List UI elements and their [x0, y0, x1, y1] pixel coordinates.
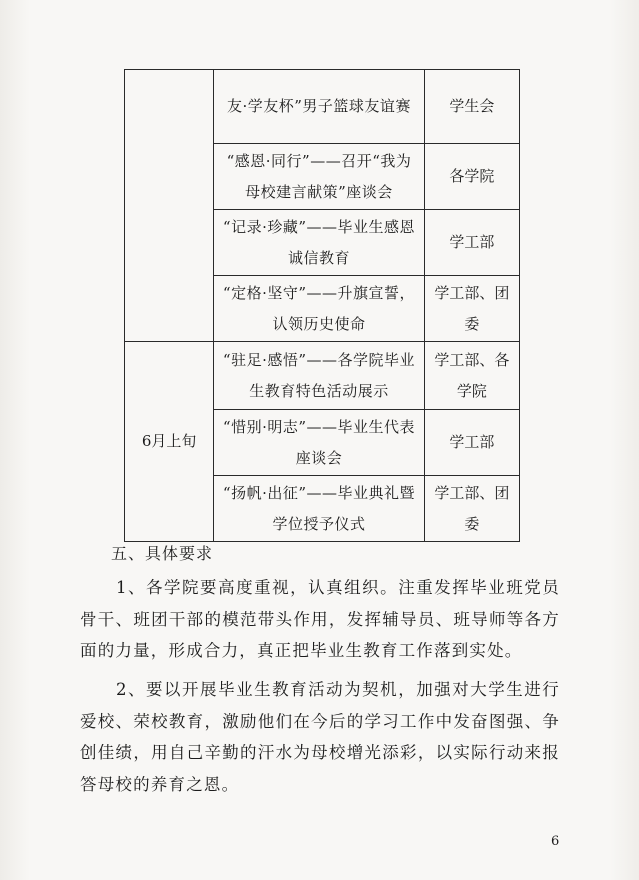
paragraph: 2、要以开展毕业生教育活动为契机，加强对大学生进行爱校、荣校教育，激励他们在今后的学习工作中发奋图强、争创佳绩，用自己辛勤的汗水为母校增光添彩，以实际行动来报答母校的养育之恩。 — [80, 680, 560, 794]
date-cell: 6月上旬 — [125, 342, 214, 542]
activity-cell: 友·学友杯”男子篮球友谊赛 — [214, 70, 425, 144]
page-number: 6 — [551, 834, 560, 849]
organizer-cell: 各学院 — [424, 144, 519, 210]
organizer-cell: 学工部、团委 — [424, 276, 519, 342]
organizer-cell: 学生会 — [424, 70, 519, 144]
table-row — [125, 70, 520, 144]
paragraph: 1、各学院要高度重视，认真组织。注重发挥毕业班党员骨干、班团干部的模范带头作用，发挥辅导员、班导师等各方面的力量，形成合力，真正把毕业生教育工作落到实处。 — [80, 578, 560, 660]
activity-cell: “驻足·感悟”——各学院毕业生教育特色活动展示 — [214, 342, 425, 410]
organizer-cell: 学工部 — [424, 210, 519, 276]
organizer-cell: 学工部、团委 — [424, 476, 519, 542]
activity-schedule-table — [124, 69, 520, 542]
activity-cell: “扬帆·出征”——毕业典礼暨学位授予仪式 — [214, 476, 425, 542]
section-heading: 五、具体要求 — [111, 544, 214, 563]
organizer-cell: 学工部、各学院 — [424, 342, 519, 410]
organizer-cell: 学工部 — [424, 410, 519, 476]
activity-cell: “定格·坚守”——升旗宣誓，认领历史使命 — [214, 276, 425, 342]
date-cell-upper — [125, 70, 214, 342]
activity-cell: “感恩·同行”——召开“我为母校建言献策”座谈会 — [214, 144, 425, 210]
activity-cell: “惜别·明志”——毕业生代表座谈会 — [214, 410, 425, 476]
table-row — [125, 342, 520, 410]
activity-cell: “记录·珍藏”——毕业生感恩诚信教育 — [214, 210, 425, 276]
